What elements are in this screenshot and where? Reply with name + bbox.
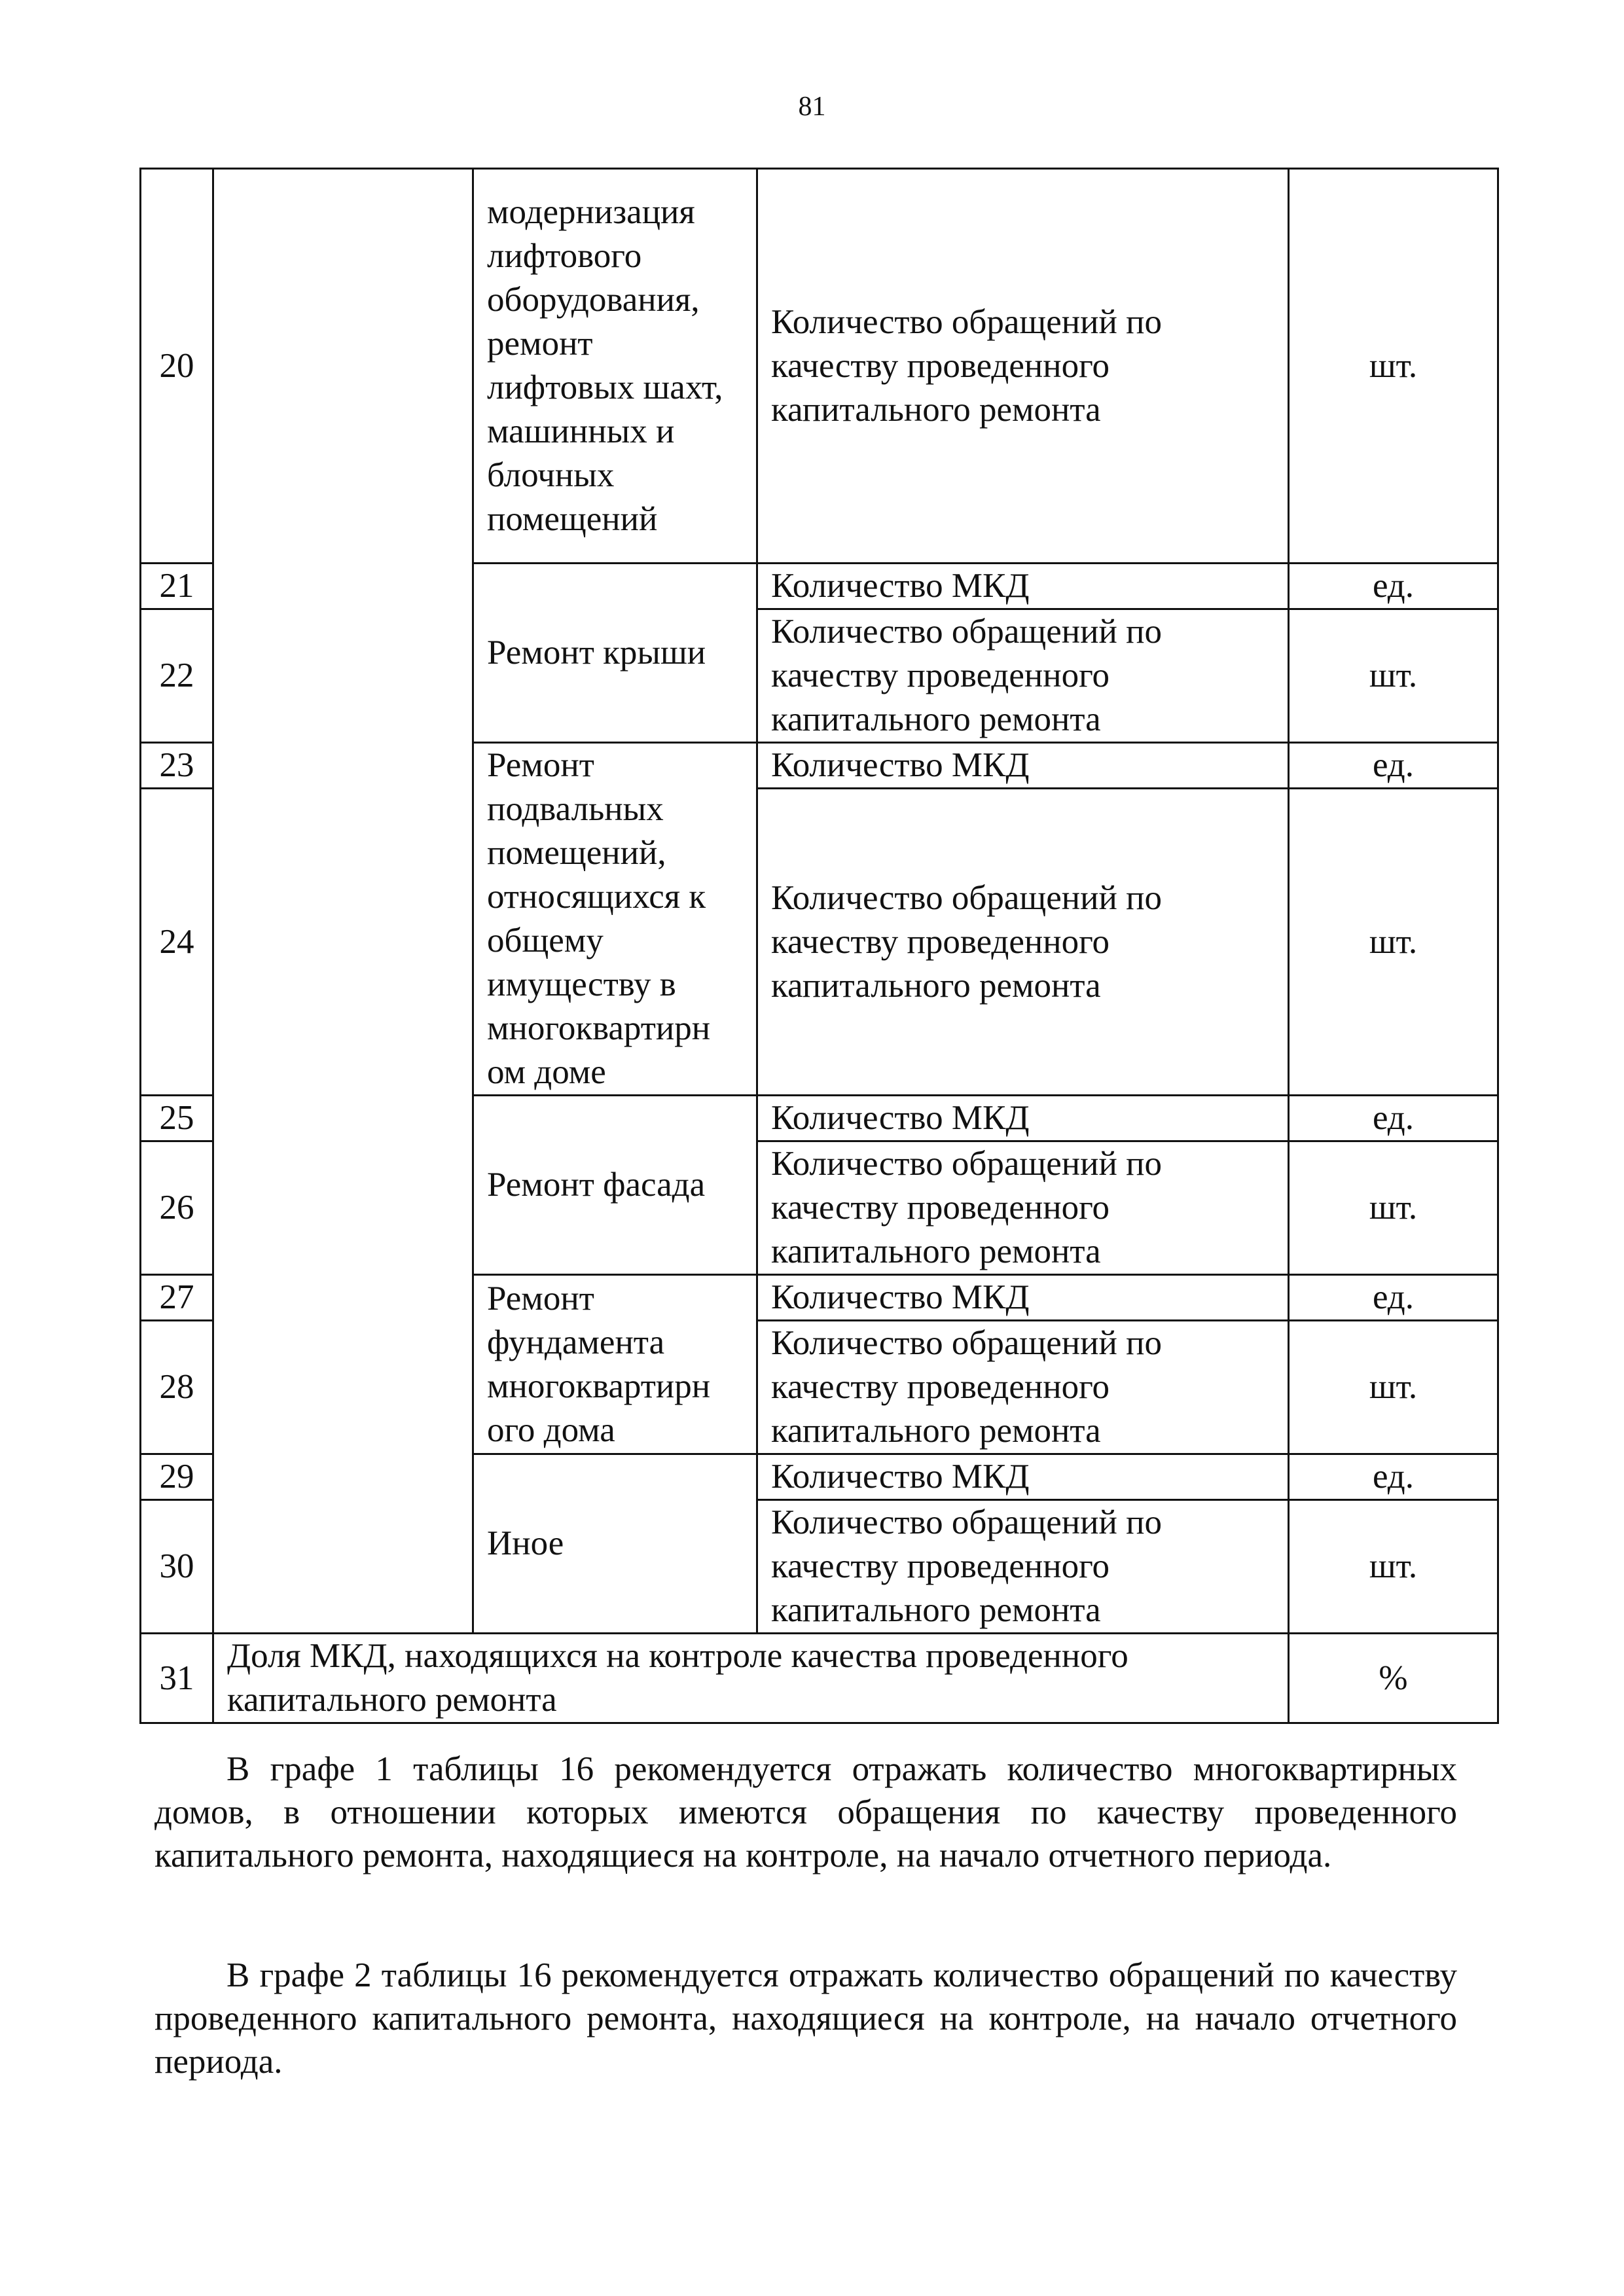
indicator-cell: Количество обращений по качеству проведенного капитального ремонта	[757, 169, 1289, 564]
work-type-cell: Ремонт подвальных помещений, относящихся к общему имуществу в многоквартирн ом доме	[473, 743, 757, 1096]
table-row	[141, 1634, 1498, 1723]
unit-cell: ед.	[1289, 743, 1498, 789]
work-type-cell: Иное	[473, 1454, 757, 1634]
work-type-cell: модернизация лифтового оборудования, ремонт лифтовых шахт, машинных и блочных помещений	[473, 169, 757, 564]
unit-cell: шт.	[1289, 789, 1498, 1096]
indicator-cell: Количество МКД	[757, 1454, 1289, 1500]
row-number: 21	[141, 564, 213, 609]
row-number: 26	[141, 1141, 213, 1275]
unit-cell: шт.	[1289, 609, 1498, 743]
unit-cell: шт.	[1289, 169, 1498, 564]
unit-cell: %	[1289, 1634, 1498, 1723]
row-number: 24	[141, 789, 213, 1096]
indicator-cell: Количество обращений по качеству проведенного капитального ремонта	[757, 1500, 1289, 1634]
indicator-cell: Количество обращений по качеству проведенного капитального ремонта	[757, 1321, 1289, 1454]
row-number: 30	[141, 1500, 213, 1634]
table-row	[141, 169, 1498, 564]
paragraph-column-2: В графе 2 таблицы 16 рекомендуется отражать количество обращений по качеству проведенного капитального ремонта, находящиеся на контроле, на начало отчетного периода.	[154, 1956, 1457, 2081]
unit-cell: шт.	[1289, 1321, 1498, 1454]
unit-cell: ед.	[1289, 564, 1498, 609]
merged-empty-cell	[213, 169, 473, 1634]
indicator-cell: Количество обращений по качеству проведенного капитального ремонта	[757, 1141, 1289, 1275]
paragraph-column-1: В графе 1 таблицы 16 рекомендуется отражать количество многоквартирных домов, в отношении которых имеются обращения по качеству проведенного капитального ремонта, находящиеся на контроле, на начало отчетного периода.	[154, 1750, 1457, 1874]
row-number: 23	[141, 743, 213, 789]
indicator-cell: Количество МКД	[757, 1275, 1289, 1321]
indicator-cell: Количество МКД	[757, 743, 1289, 789]
indicators-table	[139, 168, 1499, 1724]
unit-cell: ед.	[1289, 1275, 1498, 1321]
row-number: 22	[141, 609, 213, 743]
row-number: 29	[141, 1454, 213, 1500]
unit-cell: ед.	[1289, 1096, 1498, 1141]
row-number: 27	[141, 1275, 213, 1321]
row-number: 31	[141, 1634, 213, 1723]
indicator-cell: Количество обращений по качеству проведенного капитального ремонта	[757, 609, 1289, 743]
indicator-cell: Количество МКД	[757, 564, 1289, 609]
row-number: 25	[141, 1096, 213, 1141]
work-type-cell: Ремонт фасада	[473, 1096, 757, 1275]
row-number: 28	[141, 1321, 213, 1454]
page-number: 81	[798, 92, 826, 122]
unit-cell: шт.	[1289, 1141, 1498, 1275]
indicator-cell: Количество МКД	[757, 1096, 1289, 1141]
row-number: 20	[141, 169, 213, 564]
indicator-cell: Доля МКД, находящихся на контроле качества проведенного капитального ремонта	[213, 1634, 1289, 1723]
work-type-cell: Ремонт крыши	[473, 564, 757, 743]
unit-cell: ед.	[1289, 1454, 1498, 1500]
unit-cell: шт.	[1289, 1500, 1498, 1634]
indicator-cell: Количество обращений по качеству проведенного капитального ремонта	[757, 789, 1289, 1096]
work-type-cell: Ремонт фундамента многоквартирн ого дома	[473, 1275, 757, 1454]
